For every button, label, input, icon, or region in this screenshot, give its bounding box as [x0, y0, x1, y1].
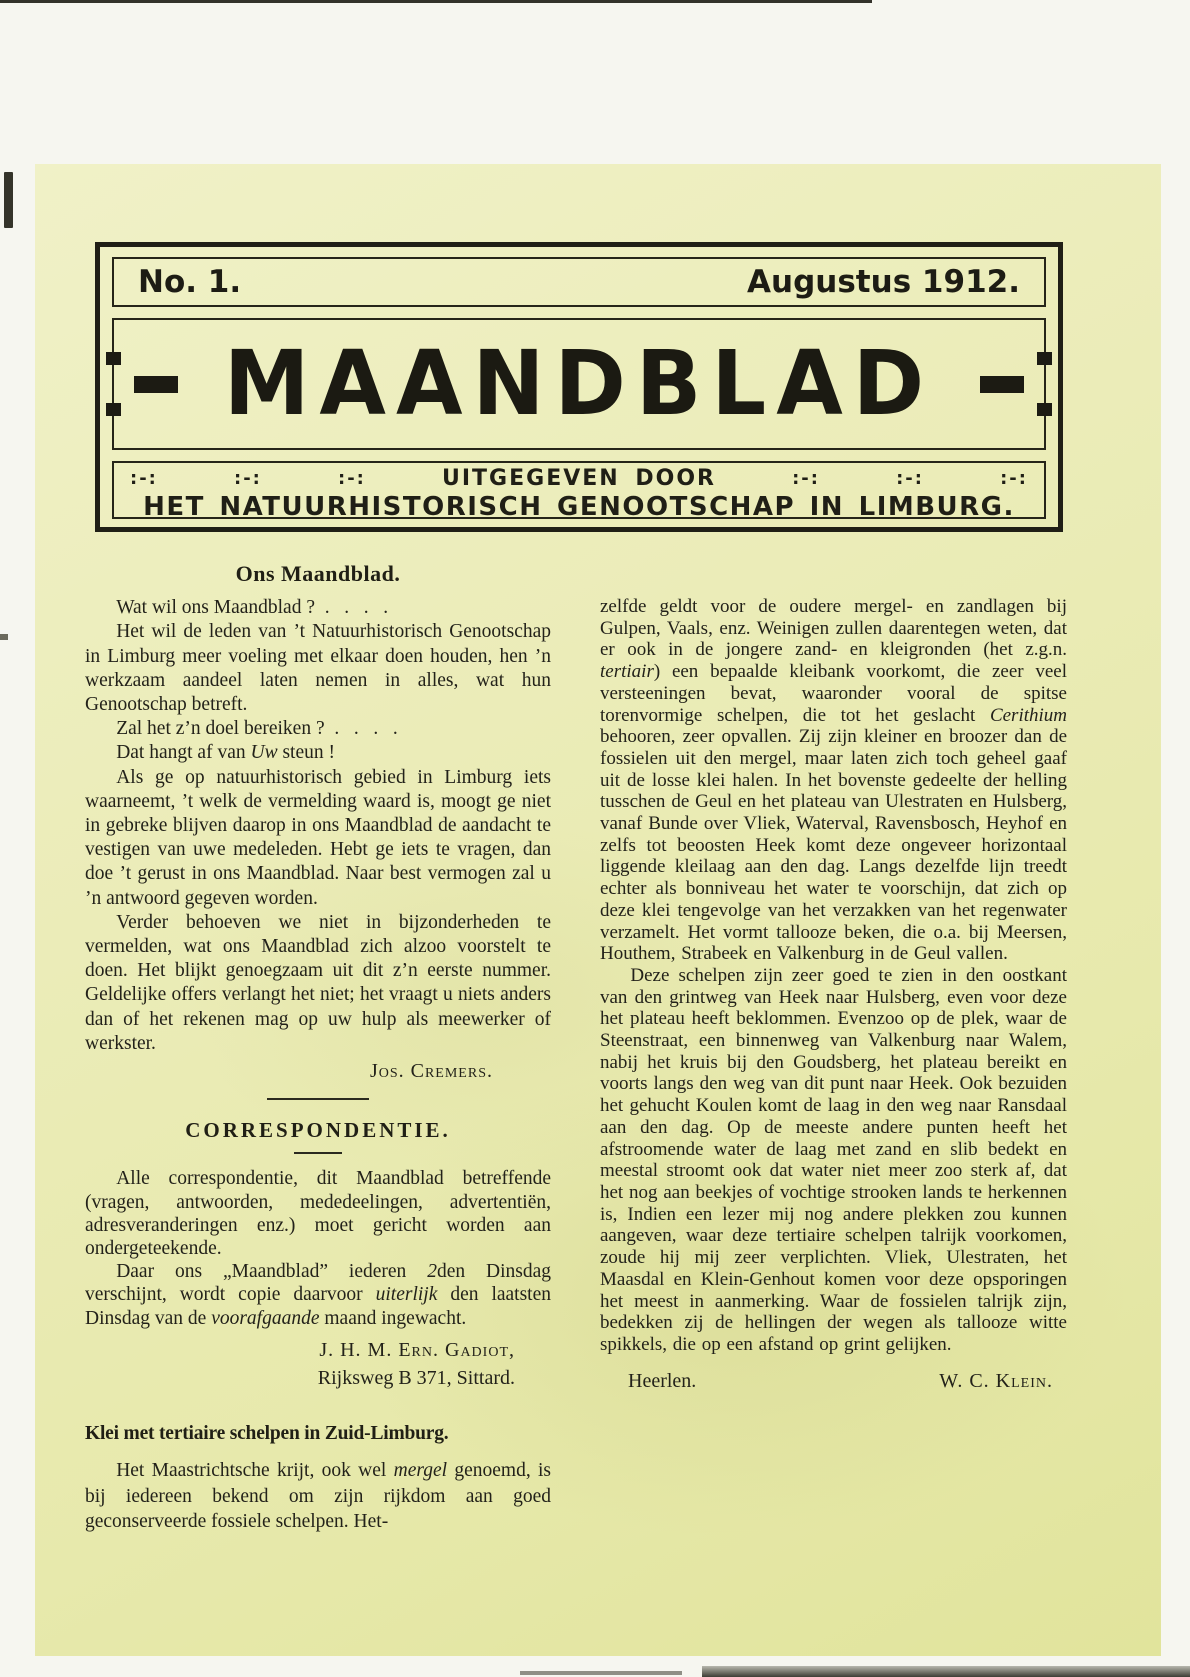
- paragraph: Alle correspondentie, dit Maandblad betreffende (vragen, antwoorden, mededeelingen, advertentiën, adresveranderingen enz.) moet gericht worden aan ondergeteekende.: [85, 1168, 551, 1260]
- magazine-title: MAANDBLAD: [223, 332, 935, 436]
- right-column: [600, 596, 1067, 1392]
- article-author: W. C. Klein.: [939, 1369, 1053, 1392]
- issue-row: [112, 257, 1046, 307]
- paragraph: Het Maastrichtsche krijt, ook wel mergel genoemd, is bij iedereen bekend om zijn rijkdom aan goed geconserveerde fossiele schelpen. Het-: [85, 1460, 551, 1533]
- paragraph: Zal het z’n doel bereiken ? . . . .: [116, 718, 398, 740]
- article-place: Heerlen.: [628, 1369, 697, 1392]
- ornament-dash: [134, 376, 178, 393]
- paragraph: Het wil de leden van ’t Natuurhistorisch Genootschap in Limburg meer voeling met elkaar doen houden, hen ’n werkzaam aandeel laten nemen in alles, wat hun Genootschap betreft.: [85, 621, 551, 716]
- masthead-ornament-right-icon: [980, 352, 1052, 416]
- scan-left-small-mark: [0, 634, 8, 640]
- article-heading-klei: Klei met tertiaire schelpen in Zuid-Limburg.: [85, 1422, 449, 1444]
- colon-dash-ornament: :-:: [792, 468, 820, 489]
- publisher-name: HET NATUURHISTORISCH GENOOTSCHAP IN LIMBURG.: [143, 492, 1015, 522]
- signature-name: J. H. M. Ern. Gadiot,: [319, 1338, 515, 1361]
- heading-divider: [294, 1152, 342, 1154]
- colon-dash-ornament: :-:: [1000, 468, 1028, 489]
- article-heading-ons-maandblad: Ons Maandblad.: [235, 561, 401, 586]
- paragraph: Dat hangt af van Uw steun !: [116, 742, 335, 764]
- article-heading-correspondentie: CORRESPONDENTIE.: [185, 1118, 451, 1143]
- ornament-dots: [106, 352, 121, 416]
- article-body-ons-maandblad: [85, 596, 551, 1056]
- publisher-ornament-line: [130, 466, 1028, 491]
- article-body-klei: [85, 1458, 551, 1535]
- next-page-edge-light: [520, 1671, 682, 1675]
- paragraph: Als ge op natuurhistorisch gebied in Limburg iets waarneemt, ’t welk de vermelding waard is, moogt ge niet in gebreke blijven daarop in ons Maandblad de aandacht te vestigen van uwe medeleden. Hebt ge iets te vragen, dan doe ’t gerust in ons Maandblad. Naar best vermogen zal u ’n antwoord gegeven worden.: [85, 766, 551, 909]
- publisher-intro: UITGEGEVEN DOOR: [442, 466, 716, 491]
- issue-number: No. 1.: [138, 264, 242, 300]
- ornament-dots: [1037, 352, 1052, 416]
- publisher-row: [112, 461, 1046, 522]
- signature-cremers: Jos. Cremers.: [369, 1060, 493, 1083]
- article-body-correspondentie: [85, 1167, 551, 1329]
- title-row: [112, 318, 1046, 450]
- next-page-edge-dark: [702, 1666, 1190, 1677]
- left-column: [85, 562, 551, 1535]
- signature-gadiot: [85, 1336, 551, 1392]
- scan-left-margin-mark: [4, 172, 13, 228]
- magazine-page: [35, 164, 1161, 1656]
- paragraph: Deze schelpen zijn zeer goed te zien in den oostkant van den grintweg van Heek naar Hulsberg, even voor deze het plateau heeft beklommen. Evenzoo op de plek, waar de Steenstraat, een binnenweg van Valkenburg naar Walem, nabij het kruis bij den Goudsberg, het plateau bereikt en voorts langs den weg van dit punt naar Heek. Ook bezuiden het gehucht Koulen komt de laag in den weg naar Ransdaal aan den dag. Op de meeste andere punten heeft het afstroomende water de laag met zand en slib bedekt en meestal stroomt ook dat water niet meer zoo sterk af, dat het nog aan beekjes of vochtige strooken lands te herkennen is, Indien een lezer mij nog andere plekken zou kunnen aangeven, waar deze tertiaire schelpen talrijk voorkomen, zoude hij mij zeer verplichten. Vliek, Ulestraten, het Maasdal en Klein-Genhout komen voor deze opsporingen het meest in aanmerking. Waar de fossielen talrijk zijn, bedekken zij de hellingen der wegen als tallooze witte spikkels, die op een afstand op grint gelijken.: [600, 964, 1067, 1355]
- paragraph: Wat wil ons Maandblad ? . . . .: [116, 597, 389, 619]
- paragraph: zelfde geldt voor de oudere mergel- en zandlagen bij Gulpen, Vaals, enz. Weinigen zullen daarentegen weten, dat er ook in de jongere zand- en kleigronden (het z.g.n. tertiair) een bepaalde kleibank voorkomt, die zeer veel versteeningen bevat, waaronder vooral de spitse torenvormige schelpen, die tot het geslacht Cerithium behooren, zeer opvallen. Zij zijn kleiner en broozer dan de fossielen uit den mergel, maar laten zich toch geheel gaaf uit de losse klei halen. In het bovenste gedeelte der helling tusschen de Geul en het plateau van Ulestraten en Hulsberg, vanaf Bunde over Vliek, Waterval, Ravensbosch, Heyhof en zelfs tot beoosten Heek komt deze ongeveer horizontaal liggende kleilaag aan den dag. Langs dezelfde lijn treedt echter als bonniveau het water te voorschijn, dat zich op deze klei tengevolge van het verzakken van het regenwater verzamelt. Het vormt tallooze beken, die o.a. bij Meersen, Houthem, Strabeek en Valkenburg in de Geul vallen.: [600, 596, 1067, 965]
- paragraph: Verder behoeven we niet in bijzonderheden te vermelden, wat ons Maandblad zich alzoo voorstelt te doen. Het blijkt genoegzaam uit dit z’n eerste nummer. Geldelijke offers verlangt het niet; het vraagt u niets anders dan of het rekenen mag op uw hulp als meewerker of werkster.: [85, 911, 551, 1054]
- paragraph: Daar ons „Maandblad” iederen 2den Dinsdag verschijnt, wordt copie daarvoor uiterlijk den laatsten Dinsdag van de voorafgaande maand ingewacht.: [85, 1261, 551, 1329]
- ornament-dash: [980, 376, 1024, 393]
- colon-dash-ornament: :-:: [338, 468, 366, 489]
- signature-address: Rijksweg B 371, Sittard.: [317, 1366, 515, 1389]
- colon-dash-ornament: :-:: [130, 468, 158, 489]
- issue-date: Augustus 1912.: [747, 264, 1020, 300]
- scan-top-edge-line: [0, 0, 872, 3]
- article-body-klei-continued: [600, 596, 1067, 1356]
- colon-dash-ornament: :-:: [234, 468, 262, 489]
- article-footer: [600, 1371, 1067, 1393]
- section-divider: [267, 1098, 369, 1100]
- colon-dash-ornament: :-:: [896, 468, 924, 489]
- masthead-ornament-left-icon: [106, 352, 178, 416]
- masthead: [95, 242, 1063, 532]
